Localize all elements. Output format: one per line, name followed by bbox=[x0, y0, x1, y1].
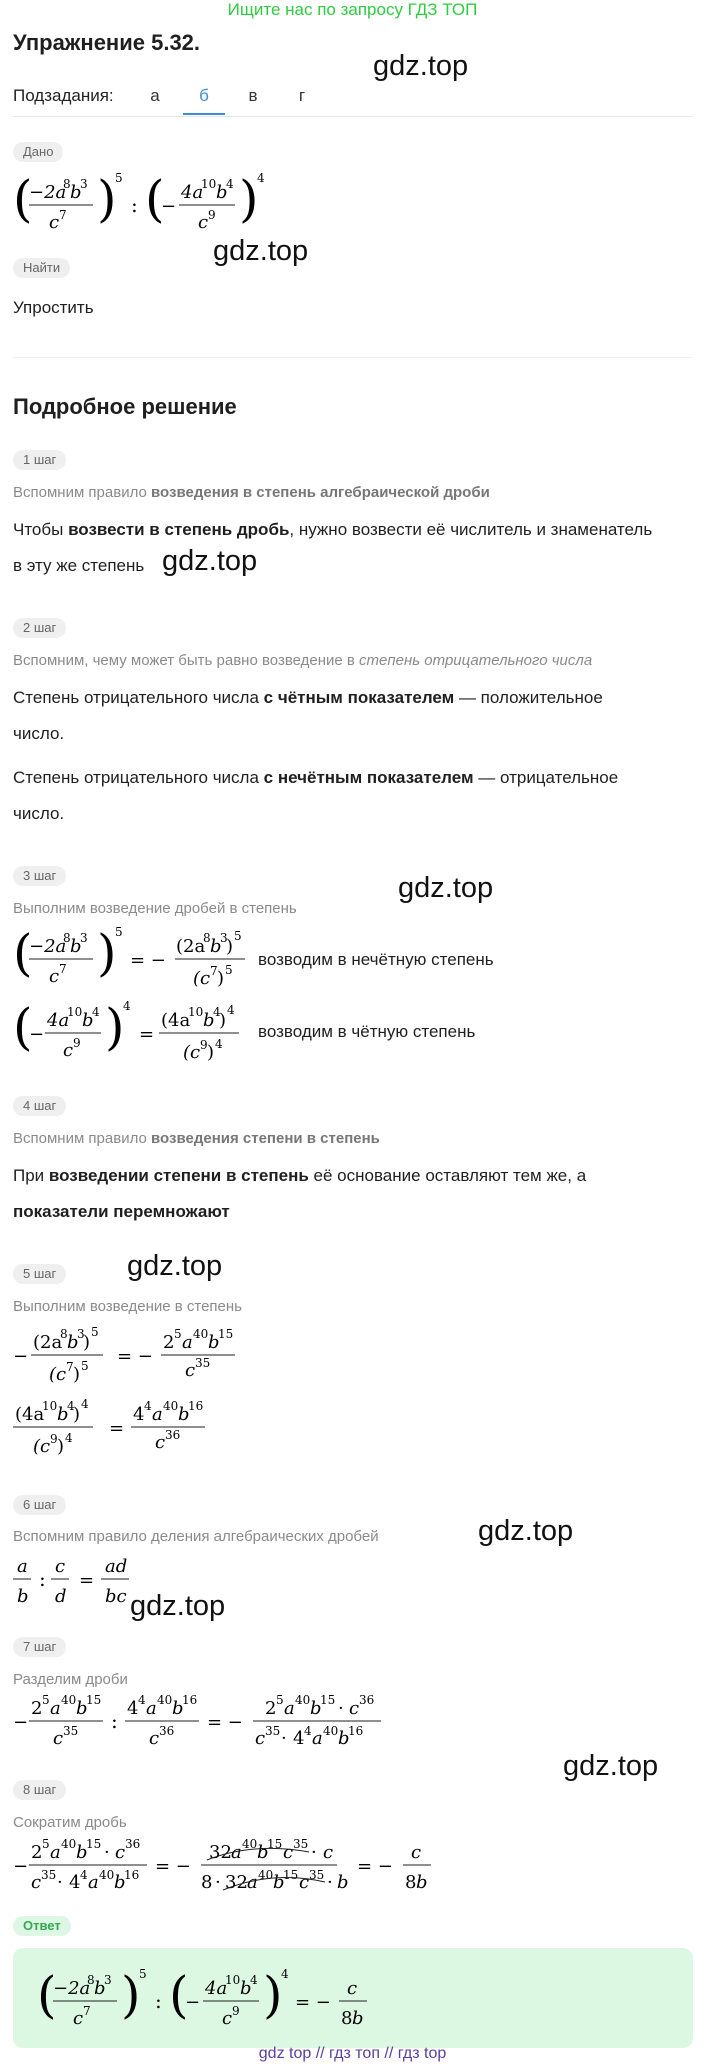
svg-text:(: ( bbox=[13, 998, 33, 1056]
svg-text:40: 40 bbox=[99, 1868, 115, 1882]
svg-text:4: 4 bbox=[281, 1967, 289, 1981]
svg-text:c: c bbox=[349, 1698, 360, 1719]
step-2-rule-odd: Степень отрицательного числа с нечётным показателем — отрицательное число. bbox=[13, 768, 619, 823]
svg-text:4: 4 bbox=[65, 1431, 73, 1445]
svg-text:): ) bbox=[217, 968, 225, 989]
svg-text:4: 4 bbox=[257, 171, 265, 185]
svg-text:b: b bbox=[67, 1332, 79, 1353]
svg-text:5: 5 bbox=[276, 1693, 284, 1707]
answer-box bbox=[13, 1948, 693, 2048]
step-6-hint: Вспомним правило деления алгебраических дробей bbox=[13, 1528, 379, 1545]
svg-text:= −: = − bbox=[117, 1346, 153, 1367]
svg-text:b: b bbox=[82, 1010, 94, 1031]
svg-text:4: 4 bbox=[127, 1698, 139, 1719]
svg-text:15: 15 bbox=[86, 1693, 102, 1707]
promo-banner: Ищите нас по запросу ГДЗ ТОП bbox=[227, 0, 478, 19]
svg-text:(: ( bbox=[13, 170, 33, 228]
svg-text:−: − bbox=[13, 1712, 29, 1733]
svg-text:35: 35 bbox=[293, 1837, 309, 1851]
svg-text:= −: = − bbox=[357, 1856, 393, 1877]
step-4-rule: При возведении степени в степень её основание оставляют тем же, а показатели перемножают bbox=[13, 1166, 587, 1221]
svg-text:b: b bbox=[172, 1698, 184, 1719]
svg-text:b: b bbox=[70, 936, 82, 957]
svg-text:(c: (c bbox=[183, 1042, 201, 1063]
find-text: Упростить bbox=[13, 298, 94, 317]
svg-text:4: 4 bbox=[133, 1404, 145, 1425]
svg-text:−2a: −2a bbox=[29, 182, 67, 203]
svg-text:5: 5 bbox=[115, 925, 123, 939]
svg-text:40: 40 bbox=[157, 1693, 173, 1707]
step-1-rule: Чтобы возвести в степень дробь, нужно возвести её числитель и знаменатель в эту же степень bbox=[13, 520, 653, 575]
step-5-equation-2 bbox=[13, 1390, 273, 1464]
svg-text:4a: 4a bbox=[181, 182, 204, 203]
svg-text:): ) bbox=[97, 924, 117, 982]
svg-text:(2a: (2a bbox=[33, 1332, 63, 1353]
svg-text:4: 4 bbox=[69, 1872, 81, 1893]
svg-text:): ) bbox=[121, 1966, 141, 2024]
step-3-equation-2 bbox=[13, 996, 263, 1068]
svg-text:=: = bbox=[139, 1024, 155, 1045]
svg-text:15: 15 bbox=[320, 1693, 336, 1707]
svg-text:5: 5 bbox=[139, 1967, 147, 1981]
step-5-badge: 5 шаг bbox=[13, 1264, 66, 1284]
svg-text:b: b bbox=[57, 1404, 69, 1425]
svg-text:c: c bbox=[149, 1728, 160, 1749]
watermark: gdz.top bbox=[478, 1515, 574, 1547]
svg-text:10: 10 bbox=[188, 1005, 204, 1019]
svg-text:ad: ad bbox=[105, 1556, 128, 1577]
svg-text:−: − bbox=[161, 196, 177, 217]
step-7-badge: 7 шаг bbox=[13, 1637, 66, 1657]
svg-text:c: c bbox=[53, 1728, 64, 1749]
svg-text::: : bbox=[111, 1709, 118, 1733]
tab-a[interactable]: а bbox=[150, 86, 160, 105]
svg-text:c: c bbox=[323, 1842, 334, 1863]
step-2-badge: 2 шаг bbox=[13, 618, 66, 638]
svg-text:b: b bbox=[70, 182, 82, 203]
svg-text:c: c bbox=[115, 1842, 126, 1863]
svg-text:b: b bbox=[76, 1842, 88, 1863]
svg-text:9: 9 bbox=[73, 1036, 81, 1050]
svg-text:c: c bbox=[185, 1360, 196, 1381]
svg-text:c: c bbox=[31, 1872, 42, 1893]
watermark: gdz.top bbox=[127, 1250, 223, 1282]
svg-text:= −: = − bbox=[130, 950, 166, 971]
svg-text:c: c bbox=[63, 1040, 74, 1061]
footer-links: gdz top // гдз топ // гдз top bbox=[258, 2045, 447, 2062]
svg-text:5: 5 bbox=[234, 929, 242, 943]
watermark: gdz.top bbox=[373, 50, 469, 82]
subtasks-tabs bbox=[13, 82, 693, 117]
svg-text:35: 35 bbox=[265, 1724, 281, 1738]
subtasks-label: Подзадания: bbox=[13, 86, 114, 105]
svg-text:a: a bbox=[312, 1728, 323, 1749]
svg-text:−2a: −2a bbox=[29, 936, 67, 957]
svg-text:7: 7 bbox=[210, 964, 218, 978]
svg-text:2: 2 bbox=[265, 1698, 277, 1719]
svg-text:): ) bbox=[97, 170, 117, 228]
svg-text:b: b bbox=[76, 1698, 88, 1719]
svg-text:4: 4 bbox=[138, 1693, 146, 1707]
svg-text:10: 10 bbox=[225, 1973, 241, 1987]
svg-text:a: a bbox=[182, 1332, 193, 1353]
watermark: gdz.top bbox=[130, 1590, 226, 1622]
svg-text:a: a bbox=[231, 1842, 242, 1863]
svg-text:=: = bbox=[79, 1570, 95, 1591]
step-3-equation-1 bbox=[13, 922, 263, 994]
svg-text:40: 40 bbox=[61, 1837, 77, 1851]
svg-text:4: 4 bbox=[293, 1728, 305, 1749]
svg-text:a: a bbox=[50, 1842, 61, 1863]
step-5-equation-1 bbox=[13, 1318, 273, 1390]
svg-text:c: c bbox=[49, 966, 60, 987]
svg-text:a: a bbox=[146, 1698, 157, 1719]
step-1-badge: 1 шаг bbox=[13, 450, 66, 470]
svg-text:8: 8 bbox=[405, 1872, 417, 1893]
svg-text:15: 15 bbox=[218, 1327, 234, 1341]
svg-text:36: 36 bbox=[359, 1693, 375, 1707]
svg-text:4a: 4a bbox=[47, 1010, 70, 1031]
step-1-hint: Вспомним правило возведения в степень алгебраической дроби bbox=[13, 484, 490, 501]
watermark: gdz.top bbox=[213, 235, 309, 267]
given-expression bbox=[13, 168, 313, 240]
tab-b[interactable]: б bbox=[199, 86, 209, 105]
svg-text:): ) bbox=[219, 1010, 227, 1031]
svg-text:8: 8 bbox=[60, 1327, 68, 1341]
tab-g[interactable]: г bbox=[298, 86, 306, 105]
svg-text:4a: 4a bbox=[205, 1978, 228, 1999]
active-tab-indicator bbox=[183, 113, 225, 115]
svg-text:35: 35 bbox=[63, 1724, 79, 1738]
step-2-rule-even: Степень отрицательного числа с чётным показателем — положительное число. bbox=[13, 688, 603, 743]
svg-text:4: 4 bbox=[250, 1973, 258, 1987]
svg-text:d: d bbox=[55, 1586, 67, 1607]
answer-badge: Ответ bbox=[13, 1916, 71, 1936]
svg-text:2: 2 bbox=[31, 1842, 43, 1863]
step-8-hint: Сократим дробь bbox=[13, 1814, 127, 1831]
svg-text:b: b bbox=[216, 182, 228, 203]
svg-text:5: 5 bbox=[174, 1327, 182, 1341]
svg-text:2: 2 bbox=[163, 1332, 175, 1353]
step-4-badge: 4 шаг bbox=[13, 1096, 66, 1116]
svg-text:a: a bbox=[17, 1556, 28, 1577]
step-2-hint: Вспомним, чему может быть равно возведение в степень отрицательного числа bbox=[13, 652, 593, 669]
svg-text:b: b bbox=[240, 1978, 252, 1999]
svg-text:8: 8 bbox=[203, 931, 211, 945]
svg-text:36: 36 bbox=[165, 1428, 181, 1442]
svg-text:b: b bbox=[310, 1698, 322, 1719]
page-title: Упражнение 5.32. bbox=[13, 30, 201, 55]
svg-text:bc: bc bbox=[105, 1586, 127, 1607]
svg-text:3: 3 bbox=[77, 1327, 85, 1341]
svg-text:c: c bbox=[49, 212, 60, 233]
svg-text:3: 3 bbox=[104, 1973, 112, 1987]
step-7-hint: Разделим дроби bbox=[13, 1671, 128, 1688]
svg-text:): ) bbox=[73, 1364, 81, 1385]
svg-text:b: b bbox=[337, 1872, 349, 1893]
watermark: gdz.top bbox=[398, 872, 494, 904]
tab-v[interactable]: в bbox=[248, 86, 258, 105]
svg-text:·: · bbox=[215, 1872, 221, 1893]
svg-text:7: 7 bbox=[59, 962, 67, 976]
given-badge: Дано bbox=[13, 142, 63, 162]
svg-text:40: 40 bbox=[61, 1693, 77, 1707]
svg-text:5: 5 bbox=[81, 1359, 89, 1373]
svg-text:40: 40 bbox=[295, 1693, 311, 1707]
find-badge: Найти bbox=[13, 258, 70, 278]
svg-text:a: a bbox=[247, 1872, 258, 1893]
svg-text:b: b bbox=[352, 2008, 364, 2029]
svg-text:a: a bbox=[152, 1404, 163, 1425]
svg-text:32: 32 bbox=[209, 1842, 232, 1863]
svg-text:b: b bbox=[114, 1872, 126, 1893]
svg-text::: : bbox=[155, 1989, 162, 2013]
svg-text:40: 40 bbox=[258, 1868, 274, 1882]
svg-text:·: · bbox=[57, 1872, 63, 1893]
watermark: gdz.top bbox=[162, 545, 258, 577]
svg-text:= −: = − bbox=[295, 1992, 331, 2013]
solution-title: Подробное решение bbox=[13, 394, 237, 419]
step-6-badge: 6 шаг bbox=[13, 1495, 66, 1515]
svg-text:b: b bbox=[178, 1404, 190, 1425]
svg-text:(: ( bbox=[169, 1966, 189, 2024]
svg-text:·: · bbox=[338, 1698, 344, 1719]
svg-text:): ) bbox=[239, 170, 259, 228]
svg-text:(2a: (2a bbox=[176, 936, 206, 957]
svg-text:·: · bbox=[311, 1842, 317, 1863]
svg-text:3: 3 bbox=[80, 931, 88, 945]
svg-text:(4a: (4a bbox=[161, 1010, 191, 1031]
svg-text:15: 15 bbox=[86, 1837, 102, 1851]
svg-text:−: − bbox=[13, 1856, 29, 1877]
svg-text:16: 16 bbox=[124, 1868, 140, 1882]
svg-text:5: 5 bbox=[42, 1693, 50, 1707]
svg-text:b: b bbox=[17, 1586, 29, 1607]
svg-text:·: · bbox=[104, 1842, 110, 1863]
svg-text:c: c bbox=[411, 1842, 422, 1863]
svg-text:4: 4 bbox=[67, 1399, 75, 1413]
svg-text:4: 4 bbox=[80, 1868, 88, 1882]
svg-text:7: 7 bbox=[83, 2004, 91, 2018]
svg-text:b: b bbox=[338, 1728, 350, 1749]
svg-text:3: 3 bbox=[220, 931, 228, 945]
svg-text:10: 10 bbox=[201, 177, 217, 191]
svg-text:−: − bbox=[185, 1992, 201, 2013]
svg-text:): ) bbox=[83, 1332, 91, 1353]
svg-text:c: c bbox=[283, 1842, 294, 1863]
svg-text:4: 4 bbox=[227, 1003, 235, 1017]
svg-text:(: ( bbox=[37, 1966, 57, 2024]
svg-text:b: b bbox=[273, 1872, 285, 1893]
svg-text:a: a bbox=[284, 1698, 295, 1719]
svg-text:3: 3 bbox=[80, 177, 88, 191]
svg-text:2: 2 bbox=[31, 1698, 43, 1719]
svg-text:c: c bbox=[347, 1978, 358, 1999]
svg-text:4: 4 bbox=[123, 999, 131, 1013]
svg-text:·: · bbox=[281, 1728, 287, 1749]
svg-text:4: 4 bbox=[92, 1005, 100, 1019]
svg-text:40: 40 bbox=[323, 1724, 339, 1738]
svg-text:b: b bbox=[416, 1872, 428, 1893]
svg-text:5: 5 bbox=[91, 1325, 99, 1339]
svg-text:5: 5 bbox=[115, 171, 123, 185]
svg-text:c: c bbox=[255, 1728, 266, 1749]
svg-text:7: 7 bbox=[66, 1360, 74, 1374]
step-8-equation bbox=[13, 1834, 453, 1898]
svg-text:(c: (c bbox=[49, 1364, 67, 1385]
svg-text:9: 9 bbox=[50, 1432, 58, 1446]
svg-text:): ) bbox=[73, 1404, 81, 1425]
svg-text:a: a bbox=[50, 1698, 61, 1719]
svg-text:4: 4 bbox=[213, 1005, 221, 1019]
svg-text:): ) bbox=[105, 998, 125, 1056]
svg-text:4: 4 bbox=[226, 177, 234, 191]
svg-text:32: 32 bbox=[225, 1872, 248, 1893]
svg-text:8: 8 bbox=[341, 2008, 353, 2029]
step-3-note-even: возводим в чётную степень bbox=[258, 1022, 476, 1041]
svg-text:c: c bbox=[55, 1556, 66, 1577]
svg-text:40: 40 bbox=[163, 1399, 179, 1413]
svg-text:16: 16 bbox=[348, 1724, 364, 1738]
svg-text:4: 4 bbox=[304, 1724, 312, 1738]
svg-text:c: c bbox=[73, 2008, 84, 2029]
svg-text:7: 7 bbox=[59, 208, 67, 222]
answer-expression bbox=[37, 1964, 397, 2036]
svg-text:−: − bbox=[29, 1024, 45, 1045]
svg-text:35: 35 bbox=[195, 1356, 211, 1370]
svg-text:b: b bbox=[203, 1010, 215, 1031]
svg-text:16: 16 bbox=[182, 1693, 198, 1707]
svg-text:8: 8 bbox=[87, 1973, 95, 1987]
svg-text:=: = bbox=[109, 1418, 125, 1439]
svg-text:(: ( bbox=[145, 170, 165, 228]
step-3-hint: Выполним возведение дробей в степень bbox=[13, 900, 297, 917]
svg-text:10: 10 bbox=[42, 1399, 58, 1413]
svg-text:c: c bbox=[155, 1432, 166, 1453]
svg-text:b: b bbox=[208, 1332, 220, 1353]
section-divider bbox=[13, 357, 693, 358]
svg-text:c: c bbox=[299, 1872, 310, 1893]
step-4-hint: Вспомним правило возведения степени в степень bbox=[13, 1130, 380, 1147]
svg-text:(c: (c bbox=[193, 968, 211, 989]
step-7-equation bbox=[13, 1690, 393, 1754]
svg-text:a: a bbox=[88, 1872, 99, 1893]
svg-text:40: 40 bbox=[242, 1837, 258, 1851]
step-8-badge: 8 шаг bbox=[13, 1780, 66, 1800]
watermark: gdz.top bbox=[563, 1750, 659, 1782]
svg-text:8: 8 bbox=[63, 177, 71, 191]
svg-text:b: b bbox=[257, 1842, 269, 1863]
svg-text:(4a: (4a bbox=[15, 1404, 45, 1425]
step-3-note-odd: возводим в нечётную степень bbox=[258, 950, 494, 969]
svg-text::: : bbox=[39, 1567, 46, 1591]
svg-text:8: 8 bbox=[63, 931, 71, 945]
svg-text:): ) bbox=[263, 1966, 283, 2024]
svg-text:36: 36 bbox=[125, 1837, 141, 1851]
svg-text:b: b bbox=[94, 1978, 106, 1999]
svg-text:5: 5 bbox=[225, 963, 233, 977]
svg-text::: : bbox=[131, 193, 138, 217]
svg-text:35: 35 bbox=[41, 1868, 57, 1882]
svg-text:9: 9 bbox=[200, 1038, 208, 1052]
step-5-hint: Выполним возведение в степень bbox=[13, 1298, 242, 1315]
svg-text:36: 36 bbox=[159, 1724, 175, 1738]
svg-text:·: · bbox=[327, 1872, 333, 1893]
svg-text:): ) bbox=[207, 1042, 215, 1063]
svg-text:5: 5 bbox=[42, 1837, 50, 1851]
svg-text:= −: = − bbox=[155, 1856, 191, 1877]
svg-text:= −: = − bbox=[207, 1712, 243, 1733]
svg-text:16: 16 bbox=[188, 1399, 204, 1413]
step-3-badge: 3 шаг bbox=[13, 866, 66, 886]
svg-text:40: 40 bbox=[193, 1327, 209, 1341]
svg-text:b: b bbox=[210, 936, 222, 957]
svg-text:c: c bbox=[222, 2008, 233, 2029]
svg-text:9: 9 bbox=[232, 2004, 240, 2018]
svg-text:8: 8 bbox=[201, 1872, 213, 1893]
svg-text:): ) bbox=[57, 1436, 65, 1457]
svg-text:(: ( bbox=[13, 924, 33, 982]
svg-text:9: 9 bbox=[208, 208, 216, 222]
svg-text:): ) bbox=[226, 936, 234, 957]
svg-text:4: 4 bbox=[81, 1397, 89, 1411]
svg-text:35: 35 bbox=[309, 1868, 325, 1882]
svg-text:4: 4 bbox=[144, 1399, 152, 1413]
svg-text:c: c bbox=[198, 212, 209, 233]
svg-text:15: 15 bbox=[283, 1868, 299, 1882]
svg-text:4: 4 bbox=[215, 1037, 223, 1051]
svg-text:10: 10 bbox=[67, 1005, 83, 1019]
svg-text:15: 15 bbox=[267, 1837, 283, 1851]
svg-text:(c: (c bbox=[33, 1436, 51, 1457]
svg-text:−: − bbox=[13, 1346, 29, 1367]
svg-text:−2a: −2a bbox=[53, 1978, 91, 1999]
